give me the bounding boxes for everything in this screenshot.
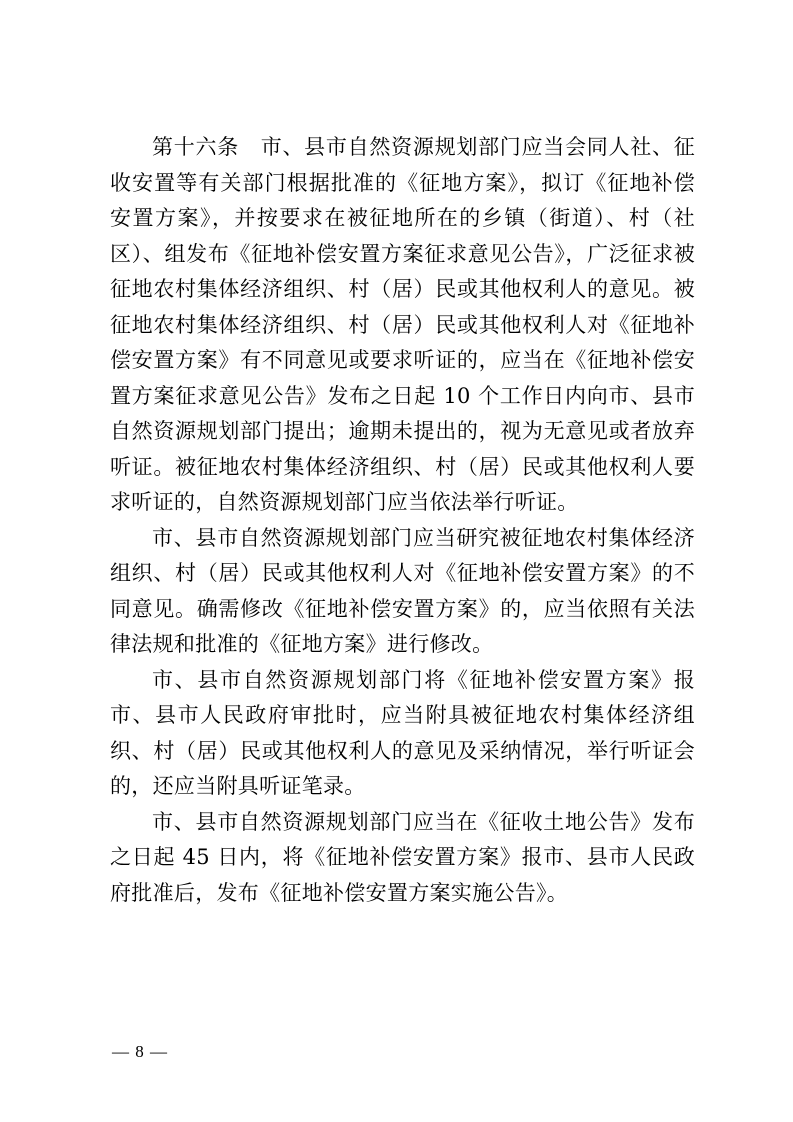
paragraph-4: 市、县市自然资源规划部门应当在《征收土地公告》发布之日起 45 日内，将《征地补偿安置方案》报市、县市人民政府批准后，发布《征地补偿安置方案实施公告》。 xyxy=(110,809,695,905)
page-number: — 8 — xyxy=(112,1042,168,1061)
document-body xyxy=(110,130,695,911)
paragraph-3: 市、县市自然资源规划部门将《征地补偿安置方案》报市、县市人民政府审批时，应当附具被征地农村集体经济组织、村（居）民或其他权利人的意见及采纳情况，举行听证会的，还应当附具听证笔录。 xyxy=(110,667,695,798)
paragraph-text: 市、县市自然资源规划部门应当会同人社、征收安置等有关部门根据批准的《征地方案》，拟订《征地补偿安置方案》，并按要求在被征地所在的乡镇（街道）、村（社区）、组发布《征地补偿安置方案征求意见公告》，广泛征求被征地农村集体经济组织、村（居）民或其他权利人的意见。被征地农村集体经济组织、村（居）民或其他权利人对《征地补偿安置方案》有不同意见或要求听证的，应当在《征地补偿安置方案征求意见公告》发布之日起 10 个工作日内向市、县市自然资源规划部门提出；逾期未提出的，视为无意见或者放弃听证。被征地农村集体经济组织、村（居）民或其他权利人要求听证的，自然资源规划部门应当依法举行听证。 xyxy=(110,135,696,514)
paragraph-article-16 xyxy=(110,130,695,521)
heading-gap xyxy=(239,135,260,159)
article-heading: 第十六条 xyxy=(152,135,239,159)
paragraph-2: 市、县市自然资源规划部门应当研究被征地农村集体经济组织、村（居）民或其他权利人对《征地补偿安置方案》的不同意见。确需修改《征地补偿安置方案》的，应当依照有关法律法规和批准的《征地方案》进行修改。 xyxy=(110,525,695,656)
